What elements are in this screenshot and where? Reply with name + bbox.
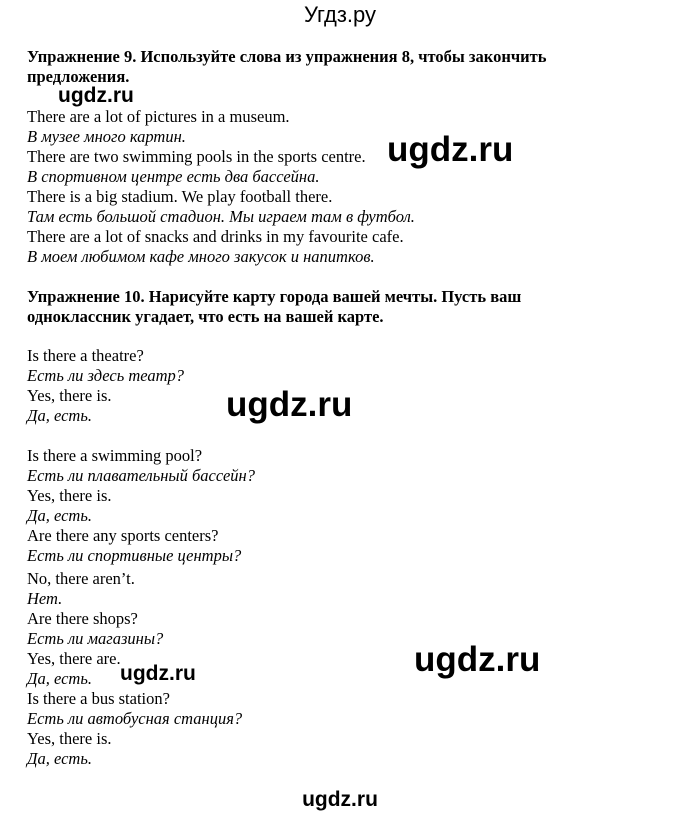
ex9-line-en: There are a lot of snacks and drinks in my favourite cafe. — [27, 227, 404, 246]
ex9-line-ru: Там есть большой стадион. Мы играем там в футбол. — [27, 207, 415, 226]
ex9-line-ru: В музее много картин. — [27, 127, 186, 146]
ex10-line-ru: Есть ли спортивные центры? — [27, 546, 242, 565]
ex10-line-ru: Да, есть. — [27, 506, 92, 525]
watermark: ugdz.ru — [414, 640, 541, 679]
ex9-line-en: There is a big stadium. We play football there. — [27, 187, 333, 206]
ex9-line-ru: В спортивном центре есть два бассейна. — [27, 167, 320, 186]
ex10-line-en: Yes, there is. — [27, 729, 112, 748]
ex10-line-ru: Есть ли здесь театр? — [27, 366, 185, 385]
ex9-line-en: There are a lot of pictures in a museum. — [27, 107, 290, 126]
ex10-line-en: Yes, there are. — [27, 649, 121, 668]
ex10-line-en: Is there a theatre? — [27, 346, 144, 365]
ex9-line-en: There are two swimming pools in the sports centre. — [27, 147, 366, 166]
ex10-line-ru: Да, есть. — [27, 669, 92, 688]
ex10-line-en: Are there any sports centers? — [27, 526, 219, 545]
ex10-line-en: Is there a bus station? — [27, 689, 170, 708]
watermark: ugdz.ru — [387, 130, 514, 169]
ex10-line-en: No, there aren’t. — [27, 569, 135, 588]
ex10-line-en: Yes, there is. — [27, 386, 112, 405]
ex10-line-ru: Есть ли магазины? — [27, 629, 164, 648]
watermark: ugdz.ru — [120, 662, 196, 685]
watermark: ugdz.ru — [58, 84, 134, 107]
ex10-line-en: Are there shops? — [27, 609, 138, 628]
ex9-line-ru: В моем любимом кафе много закусок и напитков. — [27, 247, 375, 266]
site-header: Угдз.ру — [303, 2, 377, 27]
ex10-line-ru: Есть ли автобусная станция? — [27, 709, 243, 728]
exercise-9-title: Упражнение 9. Используйте слова из упражнения 8, чтобы закончить предложения. — [27, 47, 547, 86]
watermark: ugdz.ru — [226, 385, 353, 424]
site-footer: ugdz.ru — [302, 788, 378, 811]
exercise-10-title: Упражнение 10. Нарисуйте карту города вашей мечты. Пусть ваш одноклассник угадает, что есть на вашей карте. — [27, 287, 522, 326]
ex10-line-ru: Да, есть. — [27, 406, 92, 425]
ex10-line-ru: Есть ли плавательный бассейн? — [27, 466, 255, 485]
ex10-line-ru: Нет. — [27, 589, 63, 608]
ex10-line-ru: Да, есть. — [27, 749, 92, 768]
ex10-line-en: Is there a swimming pool? — [27, 446, 203, 465]
ex10-line-en: Yes, there is. — [27, 486, 112, 505]
